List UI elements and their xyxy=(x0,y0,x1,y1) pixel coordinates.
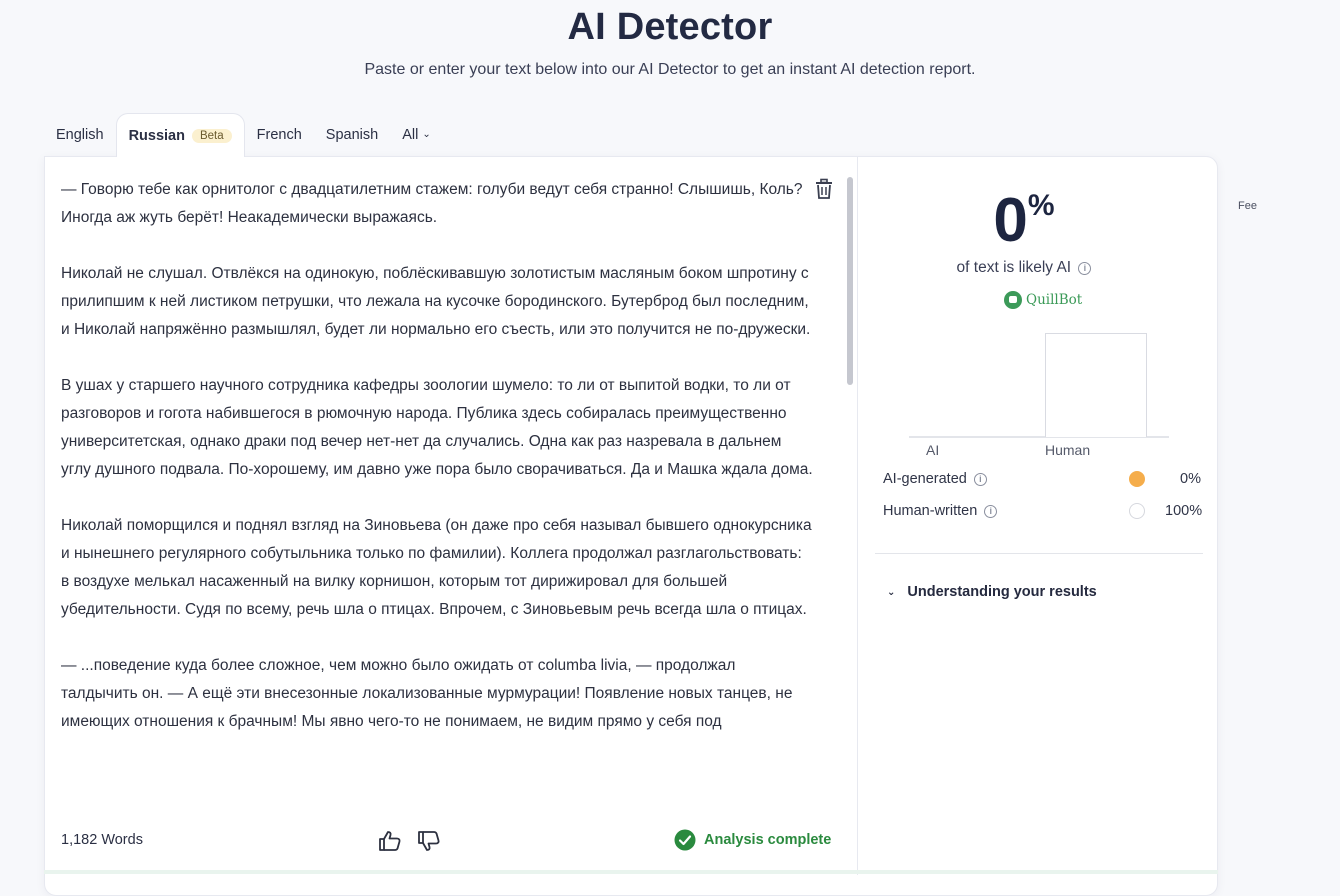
page-title: AI Detector xyxy=(567,6,773,48)
percentage-caption xyxy=(859,259,1189,277)
info-icon[interactable]: i xyxy=(1078,262,1091,275)
beta-badge: Beta xyxy=(192,129,232,143)
editor-footer xyxy=(45,817,858,869)
page-subtitle: Paste or enter your text below into our AI Detector to get an instant AI detection report. xyxy=(364,61,976,78)
paragraph: — ...поведение куда более сложное, чем можно было ожидать от columba livia, — продолжал талдычить он. — А ещё эти внесезонные локализованные мурмурации! Появление новых танцев, не имеющих отношения к брачным! Мы явно чего-то не понимаем, не видим прямо у себя под xyxy=(61,657,793,730)
tab-label: French xyxy=(256,127,302,143)
analysis-status-text: Analysis complete xyxy=(704,832,832,848)
text-input-area[interactable] xyxy=(61,176,813,808)
ai-percentage xyxy=(859,185,1189,256)
result-bar-chart xyxy=(909,325,1169,458)
trash-icon[interactable] xyxy=(815,179,833,199)
info-icon[interactable]: i xyxy=(974,473,987,486)
ai-color-dot xyxy=(1129,471,1145,487)
percent-sign: % xyxy=(1027,189,1055,222)
divider xyxy=(875,553,1203,554)
tab-spanish[interactable] xyxy=(314,113,390,157)
results-panel xyxy=(859,157,1217,875)
tab-label: All xyxy=(402,127,419,143)
scrollbar-thumb[interactable] xyxy=(847,177,853,385)
bar-label-ai: AI xyxy=(926,442,940,458)
paragraph: В ушах у старшего научного сотрудника кафедры зоологии шумело: то ли от выпитой водки, то ли от разговоров и гогота набившегося в рюмочную народа. Публика здесь собиралась преимущественно университетская, однако драки под вечер нет-нет да случались. Одна как раз назревала в дальнем углу душного подвала. По-хорошему, им давно уже пора было сворачиваться. Да и Машка ждала дома. xyxy=(61,377,813,478)
tab-english[interactable] xyxy=(44,113,116,157)
word-count: 1,182 Words xyxy=(61,832,143,848)
bottom-strip xyxy=(44,870,1218,874)
legend-value: 100% xyxy=(1165,503,1203,519)
quillbot-logo xyxy=(1004,291,1082,309)
brand-name: QuillBot xyxy=(1026,292,1083,308)
detector-card xyxy=(44,156,1218,896)
scrollbar[interactable] xyxy=(845,175,855,815)
legend-value: 0% xyxy=(1180,471,1201,487)
paragraph: Николай поморщился и поднял взгляд на Зиновьева (он даже про себя называл бывшего однокурсника и нынешнего регулярного собутыльника только по фамилии). Коллега продолжал разглагольствовать: в воздухе мелькал насаженный на вилку корнишон, которым тот дирижировал для большей убедительности. Судя по всему, речь шла о птицах. Впрочем, с Зиновьевым речь всегда шла о птицах. xyxy=(61,517,812,618)
legend-human-written xyxy=(883,499,1201,523)
feedback-tab[interactable]: Fee xyxy=(1238,200,1257,212)
understanding-label: Understanding your results xyxy=(907,584,1097,600)
bar-human xyxy=(1045,333,1147,437)
check-circle-icon xyxy=(674,829,696,851)
tab-label: Russian xyxy=(128,127,185,144)
tab-label: English xyxy=(56,127,104,143)
percentage-caption-text: of text is likely AI xyxy=(956,259,1072,276)
info-icon[interactable]: i xyxy=(984,505,997,518)
bar-label-human: Human xyxy=(1045,442,1091,458)
ai-percentage-value: 0 xyxy=(993,186,1028,255)
paragraph: Николай не слушал. Отвлёкся на одинокую, поблёскивавшую золотистым масляным боком шпротину с прилипшим к ней листиком петрушки, что лежала на кусочке бородинского. Бутерброд был последним, и Николай напряжённо размышлял, будет ли нормально его съесть, или это получится не по-дружески. xyxy=(61,265,811,338)
legend-label: Human-written xyxy=(883,503,978,519)
chevron-down-icon: ⌄ xyxy=(422,128,431,140)
thumbs-down-icon[interactable] xyxy=(417,829,441,853)
language-tabs xyxy=(44,113,443,157)
paragraph: — Говорю тебе как орнитолог с двадцатилетним стажем: голуби ведут себя странно! Слышишь, Коль? Иногда аж жуть берёт! Неакадемически выражаясь. xyxy=(61,181,803,226)
understanding-results-toggle[interactable] xyxy=(887,584,1097,600)
tab-russian[interactable] xyxy=(116,113,245,157)
quillbot-robot-icon xyxy=(1004,291,1022,309)
thumbs-up-icon[interactable] xyxy=(378,829,402,853)
analysis-status xyxy=(674,829,831,851)
tab-all-dropdown[interactable] xyxy=(390,113,443,157)
chevron-down-icon: ⌄ xyxy=(887,586,896,598)
text-editor xyxy=(45,157,858,875)
legend-label: AI-generated xyxy=(883,471,967,487)
tab-french[interactable] xyxy=(245,113,314,157)
legend-ai-generated xyxy=(883,467,1201,491)
human-color-dot xyxy=(1129,503,1145,519)
tab-label: Spanish xyxy=(325,127,379,143)
